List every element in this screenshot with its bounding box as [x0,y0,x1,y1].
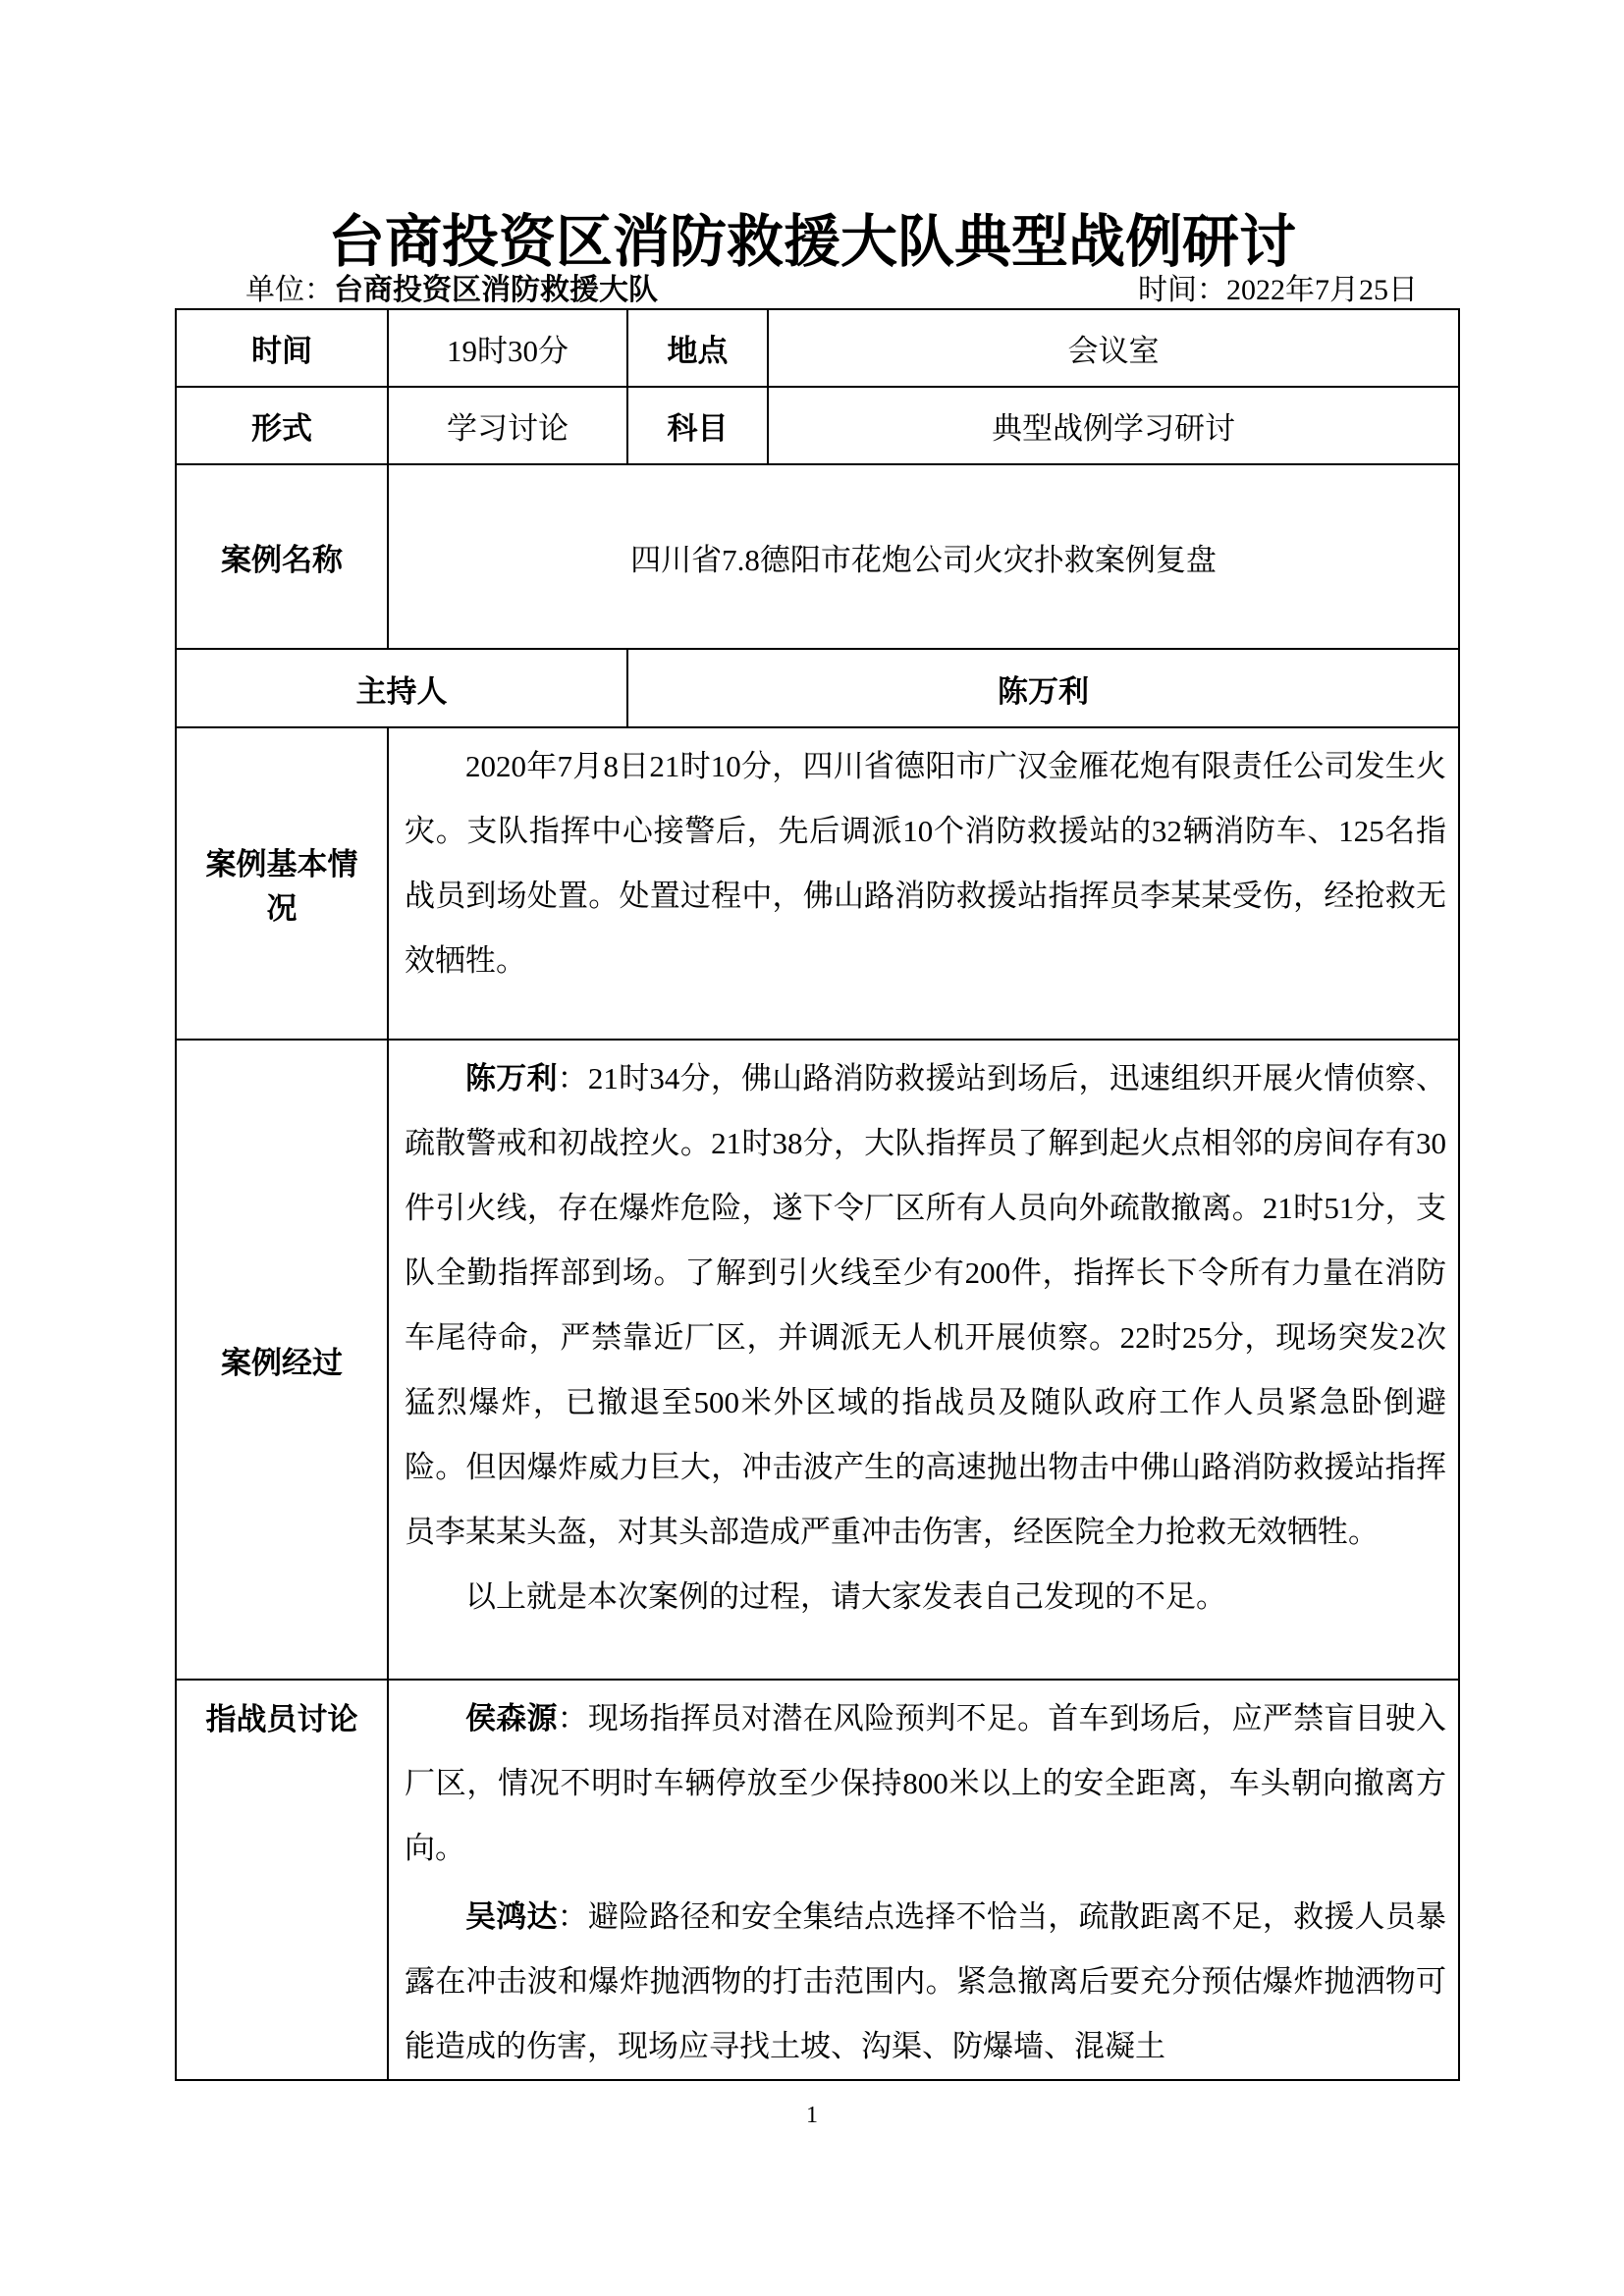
case-name-label: 案例名称 [176,464,388,649]
discussion-paragraph [405,1885,1446,2079]
unit-label: 单位： [245,274,334,306]
time-value: 19时30分 [388,309,627,387]
discussion-cell [388,1680,1459,2080]
form-value: 学习讨论 [388,387,627,464]
date-label: 时间： [1138,274,1226,306]
process-paragraph [405,1046,1446,1565]
discussion-text: ：现场指挥员对潜在风险预判不足。首车到场后，应严禁盲目驶入厂区，情况不明时车辆停放至少保持800米以上的安全距离，车头朝向撤离方向。 [405,1701,1447,1865]
basic-info-text: 2020年7月8日21时10分，四川省德阳市广汉金雁花炮有限责任公司发生火灾。支队指挥中心接警后，先后调派10个消防救援站的32辆消防车、125名指战员到场处置。处置过程中，佛山路消防救援站指挥员李某某受伤，经抢救无效牺牲。 [405,749,1446,978]
discussion-speaker: 吴鸿达 [465,1899,558,1934]
discussion-paragraph [405,1686,1446,1881]
document-title: 台商投资区消防救援大队典型战例研讨 [327,210,1296,274]
subject-label: 科目 [627,387,768,464]
discussion-label: 指战员讨论 [176,1680,388,2080]
page-number: 1 [806,2103,818,2128]
host-value: 陈万利 [627,649,1459,727]
case-study-table [175,308,1460,2081]
process-cell [388,1040,1459,1680]
form-label: 形式 [176,387,388,464]
discussion-text: ：避险路径和安全集结点选择不恰当，疏散距离不足，救援人员暴露在冲击波和爆炸抛洒物的打击范围内。紧急撤离后要充分预估爆炸抛洒物可能造成的伤害，现场应寻找土坡、沟渠、防爆墙、混凝土 [405,1899,1447,2063]
process-closing: 以上就是本次案例的过程，请大家发表自己发现的不足。 [465,1579,1226,1614]
discussion-speaker: 侯森源 [465,1701,558,1735]
case-name-value: 四川省7.8德阳市花炮公司火灾扑救案例复盘 [388,464,1459,649]
subject-value: 典型战例学习研讨 [768,387,1459,464]
host-label: 主持人 [176,649,627,727]
basic-info-cell [388,727,1459,1040]
basic-info-label: 案例基本情况 [176,727,388,1040]
process-speaker: 陈万利 [465,1061,558,1095]
process-label: 案例经过 [176,1040,388,1680]
place-value: 会议室 [768,309,1459,387]
unit-value: 台商投资区消防救援大队 [334,274,658,306]
date-value: 2022年7月25日 [1226,274,1418,306]
process-text: ：21时34分，佛山路消防救援站到场后，迅速组织开展火情侦察、疏散警戒和初战控火。21时38分，大队指挥员了解到起火点相邻的房间存有30件引火线，存在爆炸危险，遂下令厂区所有人员向外疏散撤离。21时51分，支队全勤指挥部到场。了解到引火线至少有200件，指挥长下令所有力量在消防车尾待命，严禁靠近厂区，并调派无人机开展侦察。22时25分，现场突发2次猛烈爆炸，已撤退至500米外区域的指战员及随队政府工作人员紧急卧倒避险。但因爆炸威力巨大，冲击波产生的高速抛出物击中佛山路消防救援站指挥员李某某头盔，对其头部造成严重冲击伤害，经医院全力抢救无效牺牲。 [405,1061,1447,1549]
time-label: 时间 [176,309,388,387]
place-label: 地点 [627,309,768,387]
unit-line [245,271,658,310]
date-line [1138,271,1418,310]
